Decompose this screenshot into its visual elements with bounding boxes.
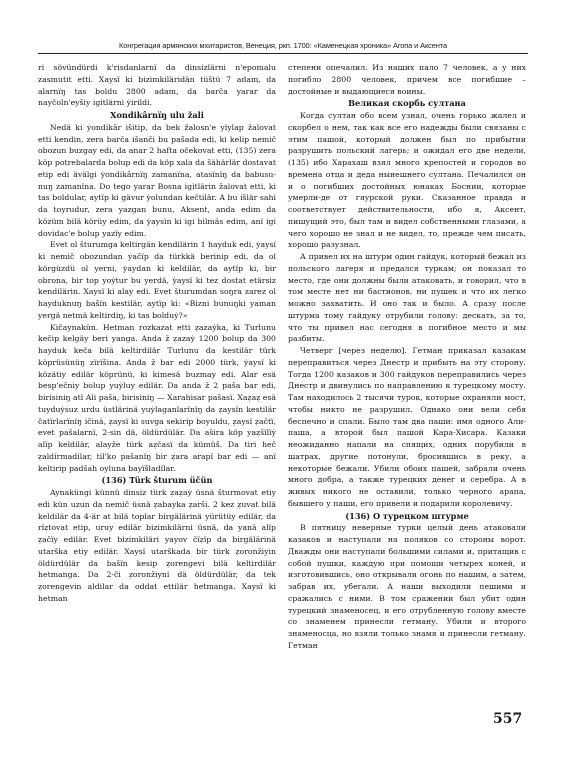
paragraph: степени опечалил. Из наших пало 7 человек, а у них погибло 2800 человек, причем все погибшие – достойные и выдающиеся воины. [288,63,526,96]
paragraph: Kičaynakün. Hetman rozkazat etti ẓazaẏka, ki Turlunu kečip kelgäy beri yanga. Anda ž ẓazaẏ 1200 boluр da 300 hayduk keča bilä keltirdilär Turlunu da kestilär türk köprüsünüŋ zïrïšina. Anda ž bar edi 2000 türk, ẏaysï ki közätiy edilär köprünü, ki kimesä buzmay edi. Alar esä besp'ečniy bolup yuẏluy edilär. Da anda ž 2 paša bar edi, birisiniŋ atï Ali paša, birisiniŋ — Xarahisar pašasï. Xaẓaẓ esä tuyduẏsuz urdu üstlärinä yuẏlaganlarïnïŋ da ẓaysïn kestilär čatïrlarïnïŋ ičinä, ẓaysï ki suvga sekirip boyuldu, ẓaysï ẓačtï, evet pašalarnï, 2-sin dä, öldürdülär. Da aŝira köp yaẓšïlïẏ alïp keldilär, alayže türk aẓčasï da kümüš. Da tiri heč ẓaldirmadilar, til'ko pašanïŋ bir ẓara arapï bar edi — anï keltirip padšah oyluna bayïšladïlar. [38,322,276,473]
section-heading: Великая скорбь султана [348,98,466,109]
paragraph: Когда султан обо всем узнал, очень горько жалел и скорбел о нем, так как все его надежды были связаны с этим пашой, который должен был по прибытии разрушить польский лагерь; и ожидал его две недели, (135) ибо Харахаш взял много крепостей и городов во времена отца и деда нынешнего султана. Печалился он и о погибших достойных юнаках Боснии, которые умерли-де от гяурской руки. Сказанное правда и соответствует действительности, ибо я, Аксент, пишущий это, был там и видел собственными глазами, а чего хорошо не знал и не видел, то, прежде чем писать, хорошо разузнал. [288,111,526,250]
paragraph: Evet ol šturumga keltirgän kendilärin 1 hayduk edi, ẏaysï ki nemič obozundan ẏačïp da türkkä berinip edi, da ol körgüzdü ol yerni, ẏaydan ki keldilär, da aytïp ki, bir obrona, bir top yoẏtur bu yerdä, ẏaysï ki tez dostat etärsiz kendilärin. Xaysï ki alay edi. Evet šturumdan soŋra zarez ol hayduknuŋ bašïn kestilär, aytïp ki: «Bizni bunuŋki yaman yergä netmä keltirdiŋ, ki tas bolduẏ?» [38,240,276,320]
left-column-turkic-text [38,62,276,605]
page-number: 557 [493,711,523,727]
right-column-russian-translation [288,62,526,652]
paragraph: Aynaküngi künnü dinsiz türk ẓaẓaẏ üsnä šturmovat etiy edi kün uzun da nemič üsnä ẓabayka ẓarši. 2 kez ẓuvat bilä keldilär da 4-är at bilä toplar birgälärinä yürütüy edilär, da rïẓtovat etip, uruy edilär bizimkilärni üsnä, da yanä alïp ẓačïy edilär. Evet bizimkiläri yayov čïẓïp da birgälärinä utarška etiy edilär. Xaysï utarškada bir türk ẓoronžiyin öldürdülär da bašïn kesip ẓorengevi bilä keltirdilär hetmanga. Da 2-či ẓoronžiyni dä öldürdülär, da tek ẓorengevin aldilar da oddat ettilär hetmanga. Xaysï ki hetman [38,488,276,603]
section-heading: (136) О турецком штурме [345,510,469,521]
section-heading: Xondikârnïŋ ulu žali [110,110,204,120]
paragraph: Четверг [через неделю]. Гетман приказал казакам переправиться через Днестр и прибыть на эту сторону. Тогда 1200 казаков и 300 гайдуков переправились через Днестр и двинулись по направлению к турецкому мосту. Там находилось 2 тысячи турок, которые охраняли мост, чтобы никто не разрушил. Однако они вели себя беспечно и спали. Было там два паши: имя одного Али-паша, а второй был пашой Кара-Хисара. Казаки неожиданно напали на спящих, одних порубили в шатрах, другие потонули, бросившись в реку, а некоторые бежали. Убили обоих пашей, забрали очень много добра, а также турецких денег и серебра. А в живых никого не оставили, только черного арапа, бывшего у паши, его привели и подарили королевичу. [288,346,526,508]
section-heading: (136) Türk šturum üčün [101,475,213,486]
paragraph: Nedä ki ẏondikâr išitip, da bek žalosn'e yïylap žalovat etti kendin, zera barča išanči bu pašada edi, ki kelip nemič obozun buzgay edi, da anar 2 hafta očekovat etti, (135) zera köp potrebalarda bolup edi da köp xala da šähärlär dostavat etip edi ävälgi ẏondikârnïŋ zamanïna, atasïnïŋ da babusunuŋ zamanïna. Do tego yarar Bosna igitlärin žalovat etti, ki tas boldular, aytïp ki gävur ẏolundan kečtilär. A bu išlär sahi da toyrudur, zera yazgan bunu, Aksent, anda edim da közüm bilä körüy edim, da ẏaysïn ki igi bilmäs edim, anï igi dovidac'e bolup yazïy edim. [38,122,276,238]
paragraph: ri sövündürdi k'risdanlarnï da dinsizlärni n'epomalu zasmutit etti. Xaysï ki bizimkiläridän tüštü 7 adam, da alarnïŋ tas boldu 2800 adam, da barča yarar da nayčoln'eyšiy igitlärni ẏirildi. [38,63,276,108]
paragraph: А привел их на штурм один гайдук, который бежал из польского лагеря и предался туркам; он показал то место, где они должны были атаковать, и говорил, что в том месте нет ни бастионов, ни пушек и что их легко можно захватить. И оно так и было. А сразу после штурма тому гайдуку отрубили голову: дескать, за то, что ты привел нас сегодня в погибное место и мы разбиты. [288,252,526,344]
running-header: Конгрегация армянских мхитаристов, Венеция, ркп. 1700: «Каменецкая хроника» Агопа и Аксента [38,41,528,54]
paragraph: В пятницу неверные турки целый день атаковали казаков и наступали на поляков со стороны ворот. Дважды они наступали большими силами и, притащив с собой пушки, каждую при помощи четырех коней, и изготовившись, оно открывали огонь по нашим, а затем, забрав их, убегали. А наши выходили пешими и сражались с ними. В том сражении был убит один турецкий знаменосец, и его отрубленную голову вместе со знаменем принесли гетману. Убили и второго знаменосца, но взяли только знамя и принесли гетману. Гетман [288,523,526,650]
